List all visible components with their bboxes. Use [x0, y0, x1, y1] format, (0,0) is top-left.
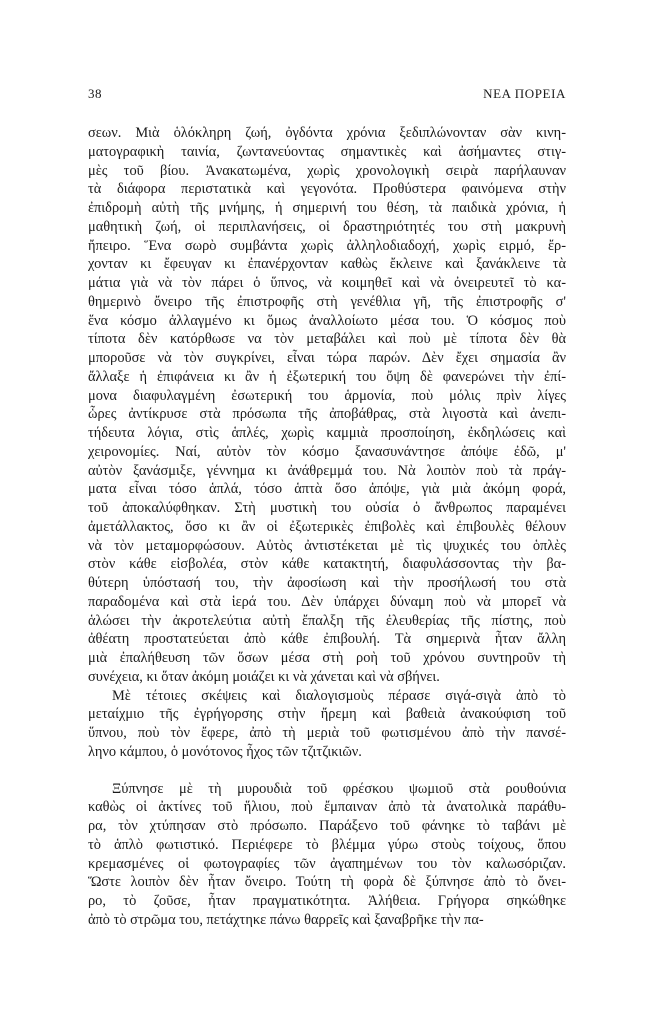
paragraph: [88, 687, 566, 762]
section-break: [88, 762, 566, 780]
text-line: μεταίχμιο τῆς ἐγρήγορσης στὴν ἤρεμη καὶ βαθειὰ ἀνακούφιση τοῦ: [88, 706, 566, 723]
text-line: νὰ τὸν μεταμορφώσουν. Αὐτὸς ἀντιστέκεται μὲ τὶς ψυχικές του ὁπλὲς: [88, 537, 566, 554]
text-line: Μὲ τέτοιες σκέψεις καὶ διαλογισμοὺς πέρασε σιγά-σιγὰ ἀπὸ τὸ: [112, 687, 566, 704]
text-line: τίποτα δὲν κατόρθωσε να τὸν μεταβάλει καὶ ποὺ μὲ τίποτα δὲν θὰ: [88, 331, 566, 348]
running-head: [88, 86, 566, 104]
text-line: αὐτὸν ξανάσμιξε, γέννημα κι ἀνάθρεμμά του. Νὰ λοιπὸν ποὺ τὰ πράγ-: [88, 462, 566, 479]
paragraph: [88, 124, 566, 687]
text-line: χειρονομίες. Ναί, αὐτὸν τὸν κόσμο ξανασυνάντησε ἀπόψε ἐδῶ, μ': [88, 443, 566, 460]
body-text: [88, 124, 566, 930]
text-line: ἤπειρο. Ἕνα σωρὸ συμβάντα χωρὶς ἀλληλοδιαδοχή, χωρὶς ειρμό, ἔρ-: [88, 237, 566, 254]
text-line: τήδευτα λόγια, στὶς ἁπλές, χωρὶς καμμιὰ προσποίηση, ἐκδηλώσεις καὶ: [88, 425, 566, 441]
text-line: θημερινὸ ὄνειρο τῆς ἐπιστροφῆς στὴ γενέθλια γῆ, τῆς ἐπιστροφῆς σ': [88, 293, 566, 310]
text-line: ρα, τὸν χτύπησαν στὸ πρόσωπο. Παράξενο τοῦ φάνηκε τὸ ταβάνι μὲ: [88, 818, 566, 834]
text-line: τοῦ ἀποκαλύφθηκαν. Στὴ μυστικὴ του οὐσία ὁ ἄνθρωπος παραμένει: [88, 500, 566, 516]
text-line: ὕπνου, ποὺ τὸν ἔφερε, ἀπὸ τὴ μεριὰ τοῦ φωτισμένου ἀπὸ τὴν πανσέ-: [88, 725, 566, 741]
text-line: ληνο κάμπου, ὁ μονότονος ἦχος τῶν τζιτζικιῶν.: [88, 743, 362, 760]
journal-title: ΝΕΑ ΠΟΡΕΙΑ: [483, 86, 566, 101]
text-line: μάτια γιὰ νὰ τὸν πάρει ὁ ὕπνος, νὰ κοιμηθεῖ καὶ νὰ ὀνειρευτεῖ τὸ κα-: [88, 275, 566, 291]
text-line: Ξύπνησε μὲ τὴ μυρουδιὰ τοῦ φρέσκου ψωμιοῦ στὰ ρουθούνια: [112, 780, 566, 797]
text-line: ἀθέατη προστατεύεται ἀπὸ κάθε ἐπιβουλή. Τὰ σημερινὰ ἦταν ἄλλη: [88, 631, 566, 648]
text-line: ἁλώσει τὴν ἀκροτελεύτια αὐτὴ ἔπαλξη τῆς ἐλευθερίας τῆς πίστης, ποὺ: [88, 612, 566, 629]
text-line: μποροῦσε νὰ τὸν συγκρίνει, εἶναι τώρα παρών. Δὲν ἔχει σημασία ἂν: [88, 350, 566, 366]
page-number: 38: [88, 86, 102, 101]
text-line: τὰ διάφορα περιστατικὰ καὶ γεγονότα. Προθύστερα φαινόμενα στὴν: [88, 181, 566, 198]
paragraph: [88, 780, 566, 930]
text-line: μαθητικὴ ζωή, οἱ περιπλανήσεις, οἱ δραστηριότητές του στὴ μακρυνὴ: [88, 218, 566, 235]
text-line: χονταν κι ἔφευγαν κι ἐπανέρχονταν καθὼς ἔκλεινε καὶ ξανάκλεινε τὰ: [88, 256, 566, 273]
text-line: ὧρες ἀντίκρυσε στὰ πρόσωπα τῆς ἀποβάθρας, στὰ λιγοστὰ καὶ ἀνεπι-: [88, 406, 566, 423]
text-line: ἀπὸ τὸ στρῶμα του, πετάχτηκε πάνω θαρρεῖς καὶ ξαναβρῆκε τὴν πα-: [88, 911, 484, 928]
text-line: ἐπιδρομὴ αὐτὴ τῆς μνήμης, ἡ σημερινή του θέση, τὰ παιδικὰ χρόνια, ἡ: [88, 200, 566, 216]
text-line: συνέχεια, κι ὅταν ἀκόμη μοιάζει κι νὰ χάνεται καὶ νὰ σβήνει.: [88, 668, 440, 685]
text-line: ματογραφικὴ ταινία, ζωντανεύοντας σημαντικὲς καὶ ἀσήμαντες στιγ-: [88, 143, 566, 160]
text-line: στὸν κάθε εἰσβολέα, στὸν κάθε κατακτητή, διαφυλάσσοντας τὴν βα-: [88, 556, 566, 573]
text-line: παραδομένα καὶ στὰ ἱερά του. Δὲν ὑπάρχει δύναμη ποὺ νὰ μπορεῖ νὰ: [88, 593, 566, 610]
text-line: ἕνα κόσμο ἀλλαγμένο κι ὅμως ἀναλλοίωτο μέσα του. Ὁ κόσμος ποὺ: [88, 312, 566, 329]
text-line: ρο, τὸ ζοῦσε, ἦταν πραγματικότητα. Ἀλήθεια. Γρήγορα σηκώθηκε: [88, 893, 566, 909]
text-line: μιὰ ἐπαλήθευση τῶν ὅσων μέσα στὴ ροὴ τοῦ χρόνου συντηροῦν τὴ: [88, 650, 566, 666]
text-line: Ὥστε λοιπὸν δὲν ἦταν ὄνειρο. Τούτη τὴ φορὰ δὲ ξύπνησε ἀπὸ τὸ ὄνει-: [88, 874, 566, 891]
text-line: θύτερη ὑπόστασή του, τὴν ἀφοσίωση καὶ τὴν προσήλωσή του στὰ: [88, 575, 566, 591]
text-line: ματα εἶναι τόσο ἁπλά, τόσο ἁπτὰ ὅσο ἀπόψε, γιὰ μιὰ ἀκόμη φορά,: [88, 481, 566, 498]
text-line: μονα διαφυλαγμένη ἐσωτερική του ἁρμονία, ποὺ μόλις πρὶν λίγες: [88, 387, 566, 404]
text-line: καθὼς οἱ ἀκτίνες τοῦ ἥλιου, ποὺ ἔμπαιναν ἀπὸ τὰ ἀνατολικὰ παράθυ-: [88, 799, 566, 816]
text-line: μὲς τοῦ βίου. Ἀνακατωμένα, χωρὶς χρονολογικὴ σειρὰ παρήλαυναν: [88, 162, 566, 179]
text-line: ἀμετάλλακτος, ὅσο κι ἂν οἱ ἐξωτερικὲς ἐπιβολὲς καὶ ἐπιβουλὲς θέλουν: [88, 518, 566, 535]
text-line: σεων. Μιὰ ὁλόκληρη ζωή, ὀγδόντα χρόνια ξεδιπλώνονταν σὰν κινη-: [88, 125, 566, 141]
text-line: ἄλλαξε ἡ ἐπιφάνεια κι ἂν ἡ ἐξωτερική του ὄψη δὲ φανερώνει τὴν ἐπί-: [88, 368, 566, 385]
text-line: κρεμασμένες οἱ φωτογραφίες τῶν ἀγαπημένων του τὸν καλωσόριζαν.: [88, 855, 566, 872]
text-line: τὸ ἁπλὸ φωτιστικό. Περιέφερε τὸ βλέμμα γύρω στοὺς τοίχους, ὅπου: [88, 836, 566, 853]
